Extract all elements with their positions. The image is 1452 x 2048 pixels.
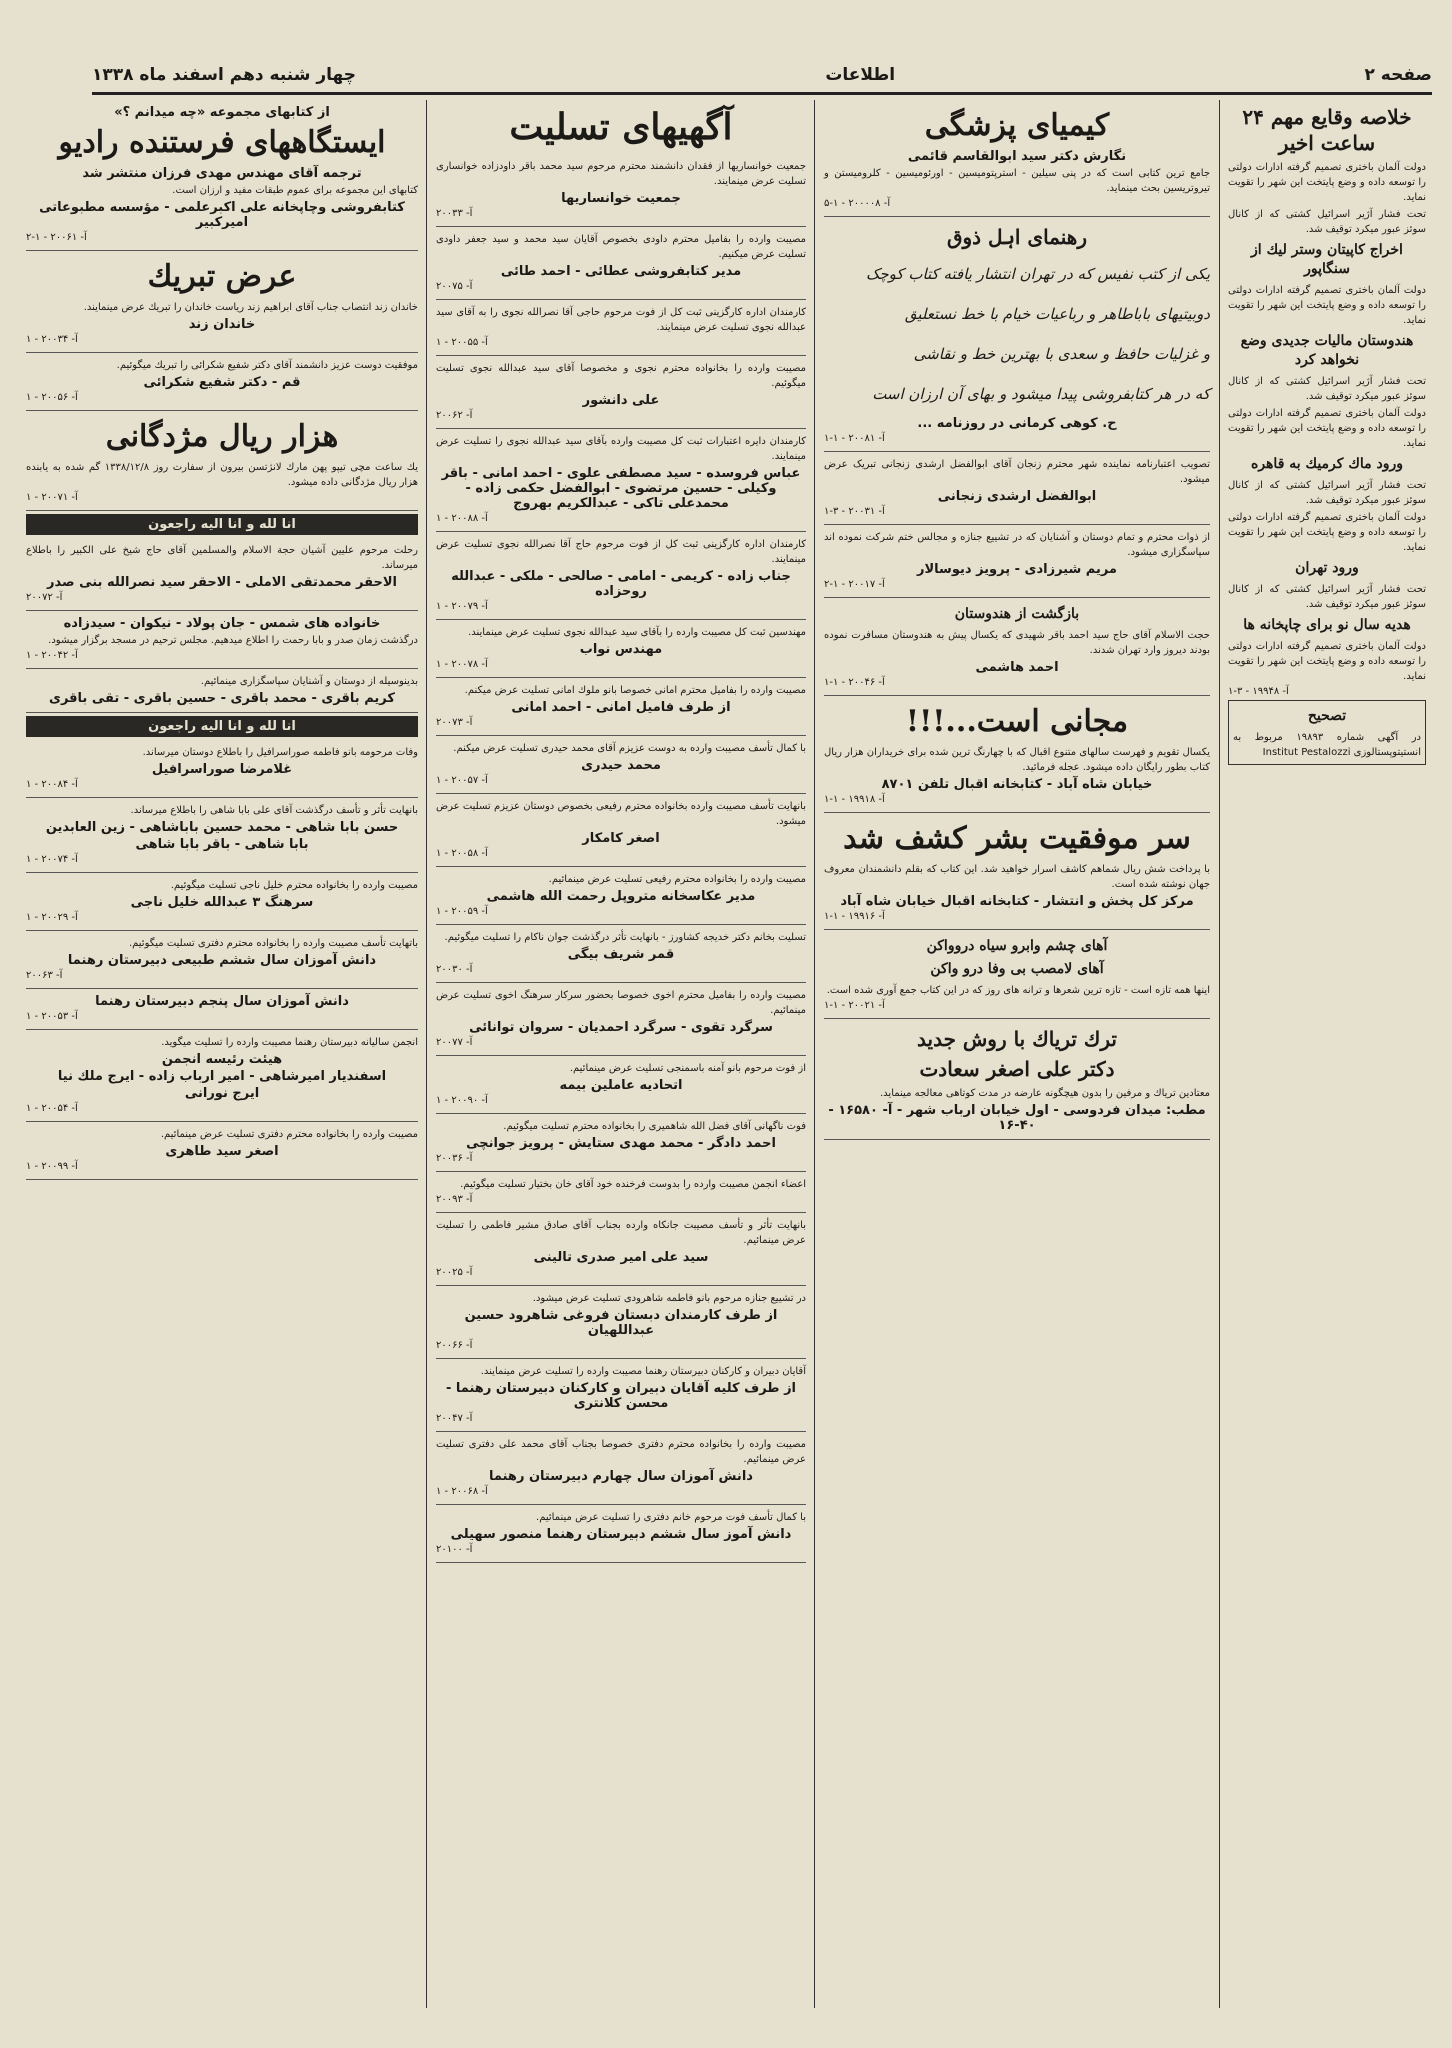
notice-signature: قم - دکتر شفیع شکرائی (143, 375, 301, 390)
condolence-text: اعضاء انجمن مصیبت وارده را بدوست فرخنده خود آقای خان بختیار تسلیت میگوئیم. (460, 1179, 806, 1190)
news-item: دولت آلمان باختری تصمیم گرفته ادارات دولتی را توسعه داده و وضع پایتخت این شهر را تقویت نماید. (1228, 408, 1426, 449)
book-author: نگارش دکتر سید ابوالقاسم قائمی (907, 149, 1127, 164)
ad-code: آ- ۲۰۰۷۴ - ۱ (26, 854, 78, 865)
condolence-signature: از طرف فامیل امانی - احمد امانی (511, 700, 731, 715)
condolence-text: فوت ناگهانی آقای فضل الله شاهمیری را بخانواده محترم تسلیت میگوئیم. (503, 1121, 806, 1132)
ad-code: آ- ۲۰۰۴۷ (436, 1413, 473, 1424)
condolence-column (430, 100, 812, 2008)
ad-code: آ- ۲۰۰۶۶ (436, 1340, 473, 1351)
handwritten-line: دوبیتیهای باباطاهر و رباعیات خیام با خط نستعلیق (904, 305, 1210, 323)
condolence-signature: سرگرد تقوی - سرگرد احمدیان - سروان توانائی (469, 1020, 773, 1035)
notice-signature: هیئت رئیسه انجمن (161, 1052, 283, 1067)
ad-code: آ- ۲۰۰۶۱ - ۱-۲ (26, 232, 87, 243)
condolence-signature: اتحادیه عاملین بیمه (559, 1078, 683, 1093)
reward-title: هزار ریال مژدگانی (105, 419, 339, 454)
family-notice (26, 611, 418, 669)
obituary-signature: بابا شاهی - باقر بابا شاهی (135, 837, 309, 852)
news-item: تحت فشار آژیر اسرائیل کشتی که از کانال سوئز عبور میکرد توقیف شد. (1228, 209, 1426, 235)
obituary-text: بانهایت تأثر و تأسف درگذشت آقای علی بابا شاهی را باطلاع میرساند. (130, 805, 418, 816)
condolence-text: مصیبت وارده را بخانواده محترم دفتری خصوصا بجناب آقای محمد علی دفتری تسلیت عرض مینمائیم. (436, 1439, 806, 1465)
handwritten-title: رهنمای اہل ذوق (947, 225, 1087, 249)
news-item: دولت آلمان باختری تصمیم گرفته ادارات دولتی را توسعه داده و وضع پایتخت این شهر را تقویت نماید. (1228, 162, 1426, 203)
doctor-ad-text: معتادین تریاك و مرفین را بدون هیچگونه عارضه در مدت کوتاهی معالجه مینماید. (880, 1088, 1210, 1099)
ad-code: آ- ۲۰۰۱۷ - ۱-۲ (824, 579, 885, 590)
notice-signature: کریم باقری - محمد باقری - حسین باقری - تقی باقری (49, 691, 395, 706)
ad-code: آ- ۲۰۰۷۸ - ۱ (436, 659, 488, 670)
notice-heading: بازگشت از هندوستان (954, 606, 1080, 622)
summary-title: خلاصه وقایع مهم ۲۴ ساعت اخیر (1242, 105, 1412, 155)
notice-text: درگذشت زمان صدر و بابا رحمت را اطلاع میدهیم. مجلس ترحیم در مسجد برگزار میشود. (48, 635, 418, 646)
condolence-item (436, 925, 806, 983)
condolence-text: با کمال تأسف فوت مرحوم خانم دفتری را تسلیت عرض مینمائیم. (536, 1512, 806, 1523)
notice-signature: دانش آموزان سال پنجم دبیرستان رهنما (95, 994, 349, 1009)
ad-code: آ- ۲۰۰۲۱ - ۱-۱ (824, 1000, 885, 1011)
paper-name: اطلاعات (825, 65, 896, 85)
ad-code: آ- ۲۰۰۶۳ (26, 970, 63, 981)
ad-code: آ- ۲۰۰۷۱ - ۱ (26, 492, 78, 503)
ad-code: آ- ۱۹۹۴۸ - ۳-۱ (1228, 686, 1289, 697)
condolence-signature: سید علی امیر صدری تالینی (533, 1250, 709, 1265)
ad-code: آ- ۱۹۹۱۸ - ۱-۱ (824, 794, 885, 805)
condolence-list (436, 154, 806, 1563)
condolence-signature: از طرف کارمندان دبستان فروغی شاهرود حسین عبداللهیان (464, 1308, 778, 1338)
obituary-text: وفات مرحومه بانو فاطمه صوراسرافیل را باطلاع دوستان میرساند. (142, 747, 418, 758)
notice (26, 989, 418, 1030)
ads-column-4 (20, 100, 424, 2008)
condolence-text: کارمندان اداره کارگزینی ثبت کل از فوت مرحوم حاج آقا نصرالله نجوی تسلیت عرض مینمایند. (436, 539, 806, 565)
book-title: کیمیای پزشگی (924, 108, 1110, 143)
book-description: جامع ترین کتابی است که در پنی سیلین - استرپتومیسین - اورئومیسین - کلرومیستن و تیروتریسین بحث مینماید. (824, 168, 1210, 194)
thanks-notice (26, 669, 418, 713)
condolence-item (436, 1213, 806, 1286)
ad-code: آ- ۲۰۰۷۷ (436, 1037, 473, 1048)
ad-code: آ- ۲۰۰۵۶ - ۱ (26, 392, 78, 403)
condolence-signature: جناب زاده - کریمی - امامی - صالحی - ملکی - عبدالله روحزاده (451, 569, 791, 599)
condolence-text: از فوت مرحوم بانو آمنه باسمنجی تسلیت عرض مینمائیم. (569, 1063, 806, 1074)
ad-code: آ- ۲۰۰۵۵ - ۱ (436, 337, 488, 348)
radio-book-ad (26, 100, 418, 251)
obituary-banner: انا لله و انا الیه راجعون (26, 716, 418, 737)
condolence-item (436, 867, 806, 925)
publisher: کتابفروشی وچاپخانه علی اکبرعلمی - مؤسسه مطبوعاتی امیرکبیر (39, 200, 405, 230)
condolence-item (436, 429, 806, 532)
ad-code: آ- ۲۰۰۴۲ - ۱ (26, 650, 78, 661)
notice (26, 873, 418, 931)
condolence-text: بانهایت تأسف مصیبت وارده بخانواده محترم رفیعی بخصوص دوستان عزیزم تسلیت عرض میشود. (436, 801, 806, 827)
obituary-banner: انا لله و انا الیه راجعون (26, 514, 418, 535)
condolence-item (436, 678, 806, 736)
news-item: دولت آلمان باختری تصمیم گرفته ادارات دولتی را توسعه داده و وضع پایتخت این شهر را تقویت نماید. (1228, 641, 1426, 682)
news-summary-column (1222, 100, 1432, 2008)
notice-signature: دانش آموزان سال ششم طبیعی دبیرستان رهنما (67, 953, 377, 968)
condolence-item (436, 1286, 806, 1359)
condolence-item (436, 736, 806, 794)
condolence-item (436, 1432, 806, 1505)
condolence-text: مصیبت وارده را بفامیل محترم امانی خصوصا بانو ملوك امانی تسلیت عرض میکنم. (464, 685, 806, 696)
condolence-title: آگهیهای تسلیت (509, 106, 733, 148)
radio-book-title: ایستگاههای فرستنده رادیو (58, 125, 386, 160)
notice-signature: احمد هاشمی (975, 660, 1059, 675)
ad-code: آ- ۱۹۹۱۶ - ۱-۱ (824, 911, 885, 922)
notice-text: خاندان زند انتصاب جناب آقای ابراهیم زند ریاست خاندان را تبریك عرض مینمایند. (83, 302, 418, 313)
notice (824, 452, 1210, 525)
news-item: تحت فشار آژیر اسرائیل کشتی که از کانال سوئز عبور میکرد توقیف شد. (1228, 376, 1426, 402)
ad-code: آ- ۲۰۰۶۲ (436, 410, 473, 421)
doctor-name: دکتر علی اصغر سعادت (919, 1057, 1115, 1081)
condolence-text: کارمندان دایره اعتبارات ثبت کل مصیبت وارده بآقای سید عبدالله نجوی را تسلیت عرض مینمایند. (436, 436, 806, 462)
notice (824, 525, 1210, 598)
news-heading: اخراج کاپیتان وستر لیك از سنگاپور (1251, 242, 1403, 277)
condolence-item (436, 300, 806, 356)
secret-text: با پرداخت شش ریال شماهم کاشف اسرار خواهید شد. این کتاب که بقلم دانشمندان معروف جهان نوشته شده است. (824, 864, 1210, 890)
notice-signature: ابوالفضل ارشدی زنجانی (937, 489, 1097, 504)
handwritten-ad (824, 217, 1210, 452)
correction-box (1228, 700, 1426, 765)
songbook-subtitle: آهای لامصب بی وفا درو واکن (930, 961, 1104, 977)
songbook-title: آهای چشم وابرو سیاه دروواکن (926, 938, 1108, 954)
condolence-signature: مدیر عکاسخانه متروپل رحمت الله هاشمی (486, 889, 756, 904)
column-rule (1219, 100, 1220, 2008)
obituary (26, 538, 418, 611)
doctor-address: مطب: میدان فردوسی - اول خیابان ارباب شهر - آ- ۱۶۵۸۰ - ۴۰-۱۶ (828, 1103, 1206, 1133)
ad-code: آ- ۲۰۰۳۳ (436, 208, 473, 219)
ad-code: آ- ۲۰۰۵۹ - ۱ (436, 906, 488, 917)
condolence-item (436, 154, 806, 227)
obituary (26, 798, 418, 873)
condolence-signature: از طرف کلیه آقایان دبیران و کارکنان دبیرستان رهنما - محسن کلانتری (445, 1381, 797, 1411)
ad-code: آ- ۲۰۰۰۰۸ - ۱-۵ (824, 198, 891, 209)
notice (26, 1030, 418, 1122)
condolence-signature: قمر شریف بیگی (567, 947, 675, 962)
ads-column-2 (818, 100, 1216, 2008)
congratulation-title: عرض تبریك (147, 259, 297, 294)
doctor-ad-title: ترك تریاك با روش جدید (917, 1027, 1117, 1051)
condolence-item (436, 794, 806, 867)
obituary-signature: حسن بابا شاهی - محمد حسین باباشاهی - زین العابدین (45, 820, 399, 835)
notice (824, 598, 1210, 696)
reward-notice (26, 411, 418, 511)
secret-title: سر موفقیت بشر کشف شد (843, 821, 1191, 856)
ad-code: آ- ۲۰۰۳۴ - ۱ (26, 334, 78, 345)
reward-text: یك ساعت مچی تیپو پهن مارك لانژتسن بیرون از سفارت روز ۱۳۳۸/۱۲/۸ گم شده به یابنده هزار ریال مژدگانی داده میشود. (26, 462, 418, 488)
notice-text: بدینوسیله از دوستان و آشنایان سپاسگزاری مینمائیم. (200, 676, 418, 687)
handwritten-line: و غزلیات حافظ و سعدی با بهترین خط و نقاشی (913, 345, 1210, 363)
notice-signature: اصغر سید طاهری (165, 1144, 279, 1159)
free-offer-ad (824, 696, 1210, 813)
congratulation-notice (26, 251, 418, 353)
book-ad (824, 100, 1210, 217)
ad-code: آ- ۲۰۰۷۳ (436, 717, 473, 728)
condolence-signature: مدیر کتابفروشی عطائی - احمد طائی (500, 264, 742, 279)
ad-code: آ- ۲۰۰۷۹ - ۱ (436, 601, 488, 612)
column-rule (426, 100, 427, 2008)
ad-code: آ- ۲۰۰۲۵ (436, 1267, 473, 1278)
notice-signature: اسفندیار امیرشاهی - امیر ارباب زاده - ایرج ملك نیا (57, 1069, 387, 1084)
notice (26, 1122, 418, 1180)
condolence-text: مصیبت وارده را بخانواده محترم نجوی و مخصوصا آقای سید عبدالله نجوی تسلیت میگوئیم. (436, 363, 806, 389)
condolence-text: آقایان دبیران و کارکنان دبیرستان رهنما مصیبت وارده را تسلیت عرض مینمایند. (480, 1366, 806, 1377)
condolence-signature: علی دانشور (582, 393, 660, 408)
news-heading: هندوستان مالیات جدیدی وضع نخواهد کرد (1240, 333, 1414, 368)
doctor-ad (824, 1019, 1210, 1140)
handwritten-line: که در هر کتابفروشی پیدا میشود و بهای آن ارزان است (872, 385, 1210, 403)
condolence-text: مصیبت وارده را بفامیل محترم داودی بخصوص آقایان سید محمد و سید جعفر داودی تسلیت عرض میکنیم. (436, 234, 806, 260)
news-item: تحت فشار آژیر اسرائیل کشتی که از کانال سوئز عبور میکرد توقیف شد. (1228, 584, 1426, 610)
family-names: خانواده های شمس - جان پولاد - نیکوان - سیدزاده (63, 616, 381, 631)
ad-code: آ- ۲۰۰۶۸ - ۱ (436, 1486, 488, 1497)
ad-code: آ- ۲۰۰۳۱ - ۳-۱ (824, 506, 885, 517)
free-offer-text: یکسال تقویم و فهرست سالهای متنوع اقبال که با چهارنگ ترین شده برای خریداران هزار ریال کتاب بطور رایگان داده میشود. عجله فرمائید. (824, 747, 1210, 773)
ad-code: آ- ۲۰۰۳۰ (436, 964, 473, 975)
series-kicker: از کتابهای مجموعه «چه میدانم ؟» (114, 105, 330, 120)
condolence-text: مهندسین ثبت کل مصیبت وارده را بآقای سید عبدالله نجوی تسلیت عرض مینمایند. (468, 627, 806, 638)
condolence-signature: عباس فروسده - سید مصطفی علوی - احمد امانی - باقر وکیلی - حسین مرتضوی - ابوالفضل حکمی زاده - محمدعلی تاکی - عبدالکریم بهروج (441, 466, 801, 511)
news-heading: ورود تهران (1295, 560, 1359, 576)
ad-code: آ- ۲۰۰۷۲ (26, 592, 63, 603)
ad-code: آ- ۲۰۰۸۸ - ۱ (436, 513, 488, 524)
condolence-item (436, 1114, 806, 1172)
news-item: تحت فشار آژیر اسرائیل کشتی که از کانال سوئز عبور میکرد توقیف شد. (1228, 480, 1426, 506)
free-offer-title: مجانی است...!!! (905, 704, 1129, 739)
condolence-item (436, 1359, 806, 1432)
news-heading: ورود ماك كرمیك به قاهره (1250, 456, 1404, 472)
ad-code: آ- ۲۰۰۵۸ - ۱ (436, 848, 488, 859)
notice-text: مصیبت وارده را بخانواده محترم دفتری تسلیت عرض مینمائیم. (160, 1129, 418, 1140)
free-offer-address: خیابان شاه آباد - کتابخانه اقبال تلفن ۸۷۰۱ (881, 777, 1153, 792)
songbook-ad (824, 930, 1210, 1019)
condolence-item (436, 1172, 806, 1213)
notice-text: حجت الاسلام آقای حاج سید احمد باقر شهیدی که یکسال پیش به هندوستان مسافرت نموده بودند دیروز وارد تهران شدند. (824, 630, 1210, 656)
condolence-text: با کمال تأسف مصیبت وارده به دوست عزیزم آقای محمد حیدری تسلیت عرض میکنم. (453, 743, 806, 754)
news-heading: هدیه سال نو برای چاپخانه ها (1243, 617, 1411, 633)
ad-code: آ- ۲۰۰۷۵ (436, 281, 473, 292)
notice-text: انجمن سالیانه دبیرستان رهنما مصیبت وارده را تسلیت میگوید. (161, 1037, 418, 1048)
condolence-text: مصیبت وارده را بفامیل محترم اخوی خصوصا بحضور سرکار سرهنگ اخوی تسلیت عرض مینمائیم. (436, 990, 806, 1016)
condolence-item (436, 227, 806, 300)
obituary-signature: الاحقر محمدتقی الاملی - الاحقر سید نصرالله بنی صدر (47, 575, 397, 590)
condolence-signature: دانش آموز سال ششم دبیرستان رهنما منصور سهیلی (450, 1527, 792, 1542)
condolence-text: مصیبت وارده را بخانواده محترم رفیعی تسلیت عرض مینمائیم. (548, 874, 806, 885)
ad-code: آ- ۲۰۰۴۶ - ۱-۱ (824, 677, 885, 688)
ad-code: آ- ۲۰۰۲۹ - ۱ (26, 912, 78, 923)
correction-text: در آگهی شماره ۱۹۸۹۳ مربوط به انستیتوپستالوزی Institut Pestalozzi (1233, 732, 1422, 758)
notice-signature: ایرج نورانی (184, 1086, 260, 1101)
condolence-text: جمعیت خوانساریها از فقدان دانشمند محترم مرحوم سید محمد باقر داودزاده خوانساری تسلیت عرض مینمایند. (436, 161, 806, 187)
notice-text: مصیبت وارده را بخانواده محترم خلیل ناجی تسلیت میگوئیم. (170, 880, 418, 891)
condolence-text: در تشییع جنازه مرحوم بانو فاطمه شاهرودی تسلیت عرض میشود. (532, 1293, 806, 1304)
notice-signature: سرهنگ ۳ عبدالله خلیل ناجی (130, 895, 314, 910)
handwritten-signature: ح. کوهی کرمانی در روزنامه ... (917, 416, 1117, 431)
notice-text: از ذوات محترم و تمام دوستان و آشنایان که در تشییع جنازه و مجالس ختم شرکت نموده اند سپاسگزاری میشود. (824, 532, 1210, 558)
condolence-item (436, 1056, 806, 1114)
condolence-item (436, 983, 806, 1056)
notice-text: موفقیت دوست عزیز دانشمند آقای دکتر شفیع شکرائی را تبریك میگوئیم. (116, 360, 418, 371)
condolence-signature: محمد حیدری (581, 758, 661, 773)
condolence-item (436, 620, 806, 678)
notice (26, 931, 418, 989)
ad-code: آ- ۲۰۰۸۱ - ۱-۱ (824, 433, 885, 444)
notice-signature: خاندان زند (188, 317, 256, 332)
obituary-signature: غلامرضا صوراسرافیل (151, 762, 293, 777)
obituary-text: رحلت مرحوم علیین آشیان حجة الاسلام والمسلمین آقای حاج شیخ علی الکبیر را باطلاع میرساند. (26, 545, 418, 571)
condolence-item (436, 1505, 806, 1563)
page-date: چهار شنبه دهم اسفند ماه ۱۳۳۸ (92, 65, 356, 85)
condolence-item (436, 532, 806, 620)
condolence-signature: مهندس نواب (579, 642, 663, 657)
column-rule (814, 100, 815, 2008)
ad-code: آ- ۲۰۰۳۶ (436, 1153, 473, 1164)
notice-signature: مریم شیرزادی - پرویز دیوسالار (917, 562, 1117, 577)
condolence-signature: احمد دادگر - محمد مهدی ستایش - پرویز جوانچی (466, 1136, 776, 1151)
secret-address: مرکز کل پخش و انتشار - کتابخانه اقبال خیابان شاه آباد (840, 894, 1194, 909)
condolence-text: بانهایت تأثر و تأسف مصیبت جانکاه وارده بجناب آقای صادق مشیر فاطمی را تسلیت عرض مینمائیم. (436, 1220, 806, 1246)
obituary (26, 740, 418, 798)
ad-code: آ- ۲۰۰۵۳ - ۱ (26, 1011, 78, 1022)
radio-book-subtitle: ترجمه آقای مهندس مهدی فرزان منتشر شد (82, 166, 362, 181)
condolence-signature: دانش آموزان سال چهارم دبیرستان رهنما (489, 1469, 753, 1484)
ad-code: آ- ۲۰۰۹۳ (436, 1194, 473, 1205)
news-item: دولت آلمان باختری تصمیم گرفته ادارات دولتی را توسعه داده و وضع پایتخت این شهر را تقویت نماید. (1228, 285, 1426, 326)
condolence-signature: جمعیت خوانساریها (561, 191, 681, 206)
condolence-text: کارمندان اداره کارگزینی ثبت کل از فوت مرحوم حاجی آقا نصرالله نجوی را به آقای سید عبدالله نجوی تسلیت عرض مینمایند. (436, 307, 806, 333)
news-item: دولت آلمان باختری تصمیم گرفته ادارات دولتی را توسعه داده و وضع پایتخت این شهر را تقویت نماید. (1228, 512, 1426, 553)
radio-book-text: کتابهای این مجموعه برای عموم طبقات مفید و ارزان است. (172, 185, 418, 196)
page-number: صفحه ۲ (1364, 65, 1432, 85)
condolence-text: تسلیت بخانم دکتر خدیجه کشاورز - بانهایت تأثر درگذشت جوان ناکام را تسلیت میگوئیم. (444, 932, 806, 943)
secret-book-ad (824, 813, 1210, 930)
handwritten-line: یکی از کتب نفیس که در تهران انتشار یافته کتاب کوچک (865, 265, 1210, 283)
condolence-item (436, 356, 806, 429)
ad-code: آ- ۲۰۰۵۷ - ۱ (436, 775, 488, 786)
correction-title: تصحیح (1307, 708, 1347, 724)
condolence-signature: اصغر کامکار (582, 831, 660, 846)
ad-code: آ- ۲۰۰۵۴ - ۱ (26, 1103, 78, 1114)
notice (26, 353, 418, 411)
songbook-text: اینها همه تازه است - تازه ترین شعرها و ترانه های روز که در این کتاب جمع آوری شده است. (826, 985, 1210, 996)
notice-text: باتهایت تأسف مصیبت وارده را بخانواده محترم دفتری تسلیت میگوئیم. (128, 938, 418, 949)
ad-code: آ- ۲۰۰۸۴ - ۱ (26, 779, 78, 790)
page-header (92, 58, 1432, 95)
notice-text: تصویب اعتبارنامه نماینده شهر محترم زنجان آقای ابوالفضل ارشدی زنجانی تبریک عرض میشود. (824, 459, 1210, 485)
ad-code: آ- ۲۰۰۹۰ - ۱ (436, 1095, 488, 1106)
ad-code: آ- ۲۰۰۹۹ - ۱ (26, 1161, 78, 1172)
ad-code: آ- ۲۰۱۰۰ (436, 1544, 473, 1555)
